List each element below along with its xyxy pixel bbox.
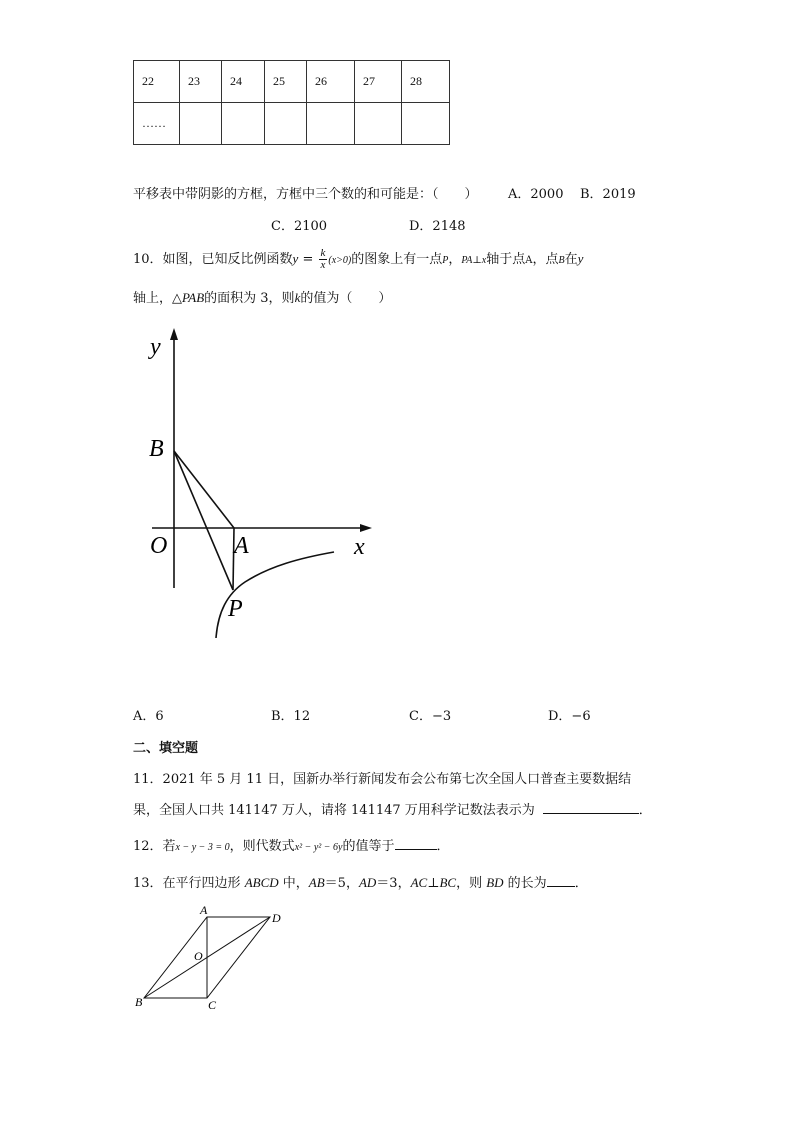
fraction-denominator: x	[320, 259, 326, 271]
q9-option-b: B．2019	[580, 187, 636, 202]
q13-text: 13．在平行四边形	[133, 876, 245, 891]
q11-line2	[133, 799, 652, 818]
answer-blank	[547, 874, 575, 887]
label-a: A	[234, 533, 249, 559]
table-cell: 23	[180, 61, 222, 103]
fraction-numerator: k	[320, 247, 326, 259]
math-p: P	[442, 255, 449, 266]
q9-option-a: A．2000	[508, 187, 564, 202]
q13-text: ＝5，	[324, 876, 359, 891]
label-c: C	[208, 998, 217, 1012]
label-o: O	[150, 533, 168, 559]
math-perp: ⊥	[427, 876, 440, 891]
math-b: B	[558, 255, 565, 266]
section-heading: 二、填空题	[133, 741, 199, 756]
table-row	[134, 103, 450, 145]
math-ad: AD	[358, 875, 377, 890]
y-axis-arrow-icon	[170, 328, 178, 340]
q12-period: ．	[436, 839, 450, 854]
label-x: x	[354, 534, 365, 560]
segment-ba	[174, 451, 234, 528]
q9-option-d: D．2148	[409, 219, 466, 234]
q10-text: 轴于点	[486, 252, 526, 267]
answer-blank	[543, 801, 639, 814]
q10-text: 轴上，△	[133, 291, 182, 306]
q10-text: 的面积为 3，则	[204, 291, 295, 306]
q9-stem-text: 平移表中带阴影的方框，方框中三个数的和可能是：（ ）	[133, 187, 478, 202]
q10-text: ，点	[532, 252, 559, 267]
table-cell: 26	[307, 61, 355, 103]
label-b: B	[149, 436, 164, 462]
q10-text: 在	[564, 252, 578, 267]
math-y: y	[577, 251, 584, 266]
table-cell: 25	[265, 61, 307, 103]
x-axis-arrow-icon	[360, 524, 372, 532]
table-cell	[307, 103, 355, 145]
table-cell	[180, 103, 222, 145]
math-expression: x² − y² − 6y	[294, 842, 343, 853]
q12-text: 12．若	[133, 839, 176, 854]
q10-option-d: D．−6	[548, 709, 591, 724]
math-y: y	[292, 251, 299, 266]
math-a: A	[525, 255, 533, 266]
q11-line1: 11．2021 年 5 月 11 日，国新办举行新闻发布会公布第七次全国人口普查主要数据结	[133, 772, 632, 787]
label-b: B	[135, 995, 143, 1009]
math-abcd: ABCD	[244, 875, 279, 890]
q9-option-c: C．2100	[271, 219, 328, 234]
q12-text: 的值等于	[342, 839, 395, 854]
math-pa: PA	[461, 255, 473, 266]
label-a: A	[200, 903, 208, 917]
q13-period: ．	[574, 876, 588, 891]
math-k: k	[294, 290, 301, 305]
math-bc: BC	[439, 875, 457, 890]
q12-text: ，则代数式	[229, 839, 295, 854]
table-cell: 27	[355, 61, 402, 103]
q10-option-a: A．6	[133, 709, 164, 724]
table-cell	[222, 103, 265, 145]
q10-line1	[133, 244, 583, 276]
table-cell: 24	[222, 61, 265, 103]
segment-bp	[174, 451, 233, 590]
table-cell: 22	[134, 61, 180, 103]
q10-option-b: B．12	[271, 709, 311, 724]
parallelogram-figure	[130, 900, 290, 1015]
label-d: D	[272, 911, 281, 925]
math-ab: AB	[308, 875, 325, 890]
q13-text: ＝3，	[376, 876, 411, 891]
math-ac: AC	[410, 875, 428, 890]
math-bd: BD	[486, 875, 504, 890]
q11-text: 果，全国人口共 141147 万人，请将 141147 万用科学记数法表示为	[133, 803, 535, 818]
table-cell: ……	[134, 103, 180, 145]
q13-line	[133, 872, 588, 891]
table-row	[134, 61, 450, 103]
table-cell	[402, 103, 450, 145]
math-x: x	[481, 255, 487, 266]
q11-period: ．	[638, 803, 652, 818]
math-eq: =	[298, 252, 318, 267]
math-pab: PAB	[182, 290, 205, 305]
math-condition: (x>0)	[328, 255, 352, 266]
q10-text: 的图象上有一点	[351, 252, 443, 267]
q10-option-c: C．−3	[409, 709, 452, 724]
q10-graph	[130, 320, 390, 650]
q9-stem	[133, 183, 478, 202]
math-perp: ⊥	[472, 255, 482, 266]
label-p: P	[228, 596, 243, 622]
q10-text: 10．如图，已知反比例函数	[133, 252, 293, 267]
q10-line2	[133, 287, 391, 306]
q13-text: 的长为	[503, 876, 547, 891]
math-equation: x − y − 3 = 0	[175, 842, 230, 853]
q10-text: 的值为（ ）	[300, 291, 392, 306]
calendar-table	[133, 60, 450, 145]
answer-blank	[395, 837, 437, 850]
table-cell	[355, 103, 402, 145]
q10-text: ，	[448, 252, 462, 267]
table-cell	[265, 103, 307, 145]
table-cell: 28	[402, 61, 450, 103]
q13-text: ，则	[456, 876, 487, 891]
q13-text: 中，	[278, 876, 309, 891]
q12-line	[133, 835, 450, 854]
label-o: O	[194, 949, 203, 963]
label-y: y	[150, 334, 161, 360]
fraction-k-over-x	[319, 248, 328, 271]
